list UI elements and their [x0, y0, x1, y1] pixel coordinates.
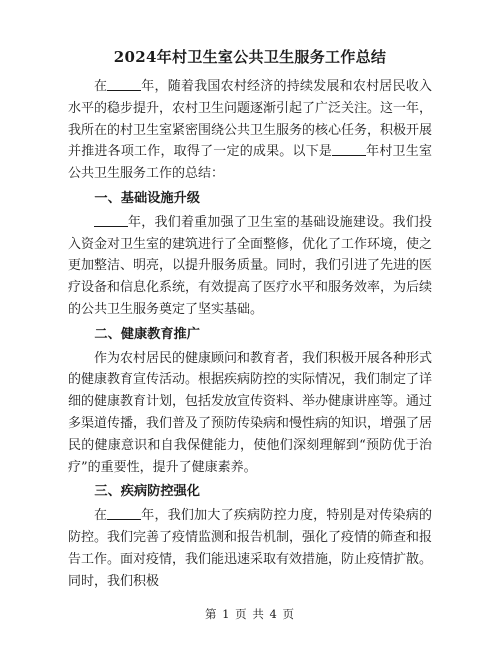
blank-underline: [107, 506, 141, 520]
blank-underline: [94, 213, 128, 227]
blank-underline: [332, 142, 366, 156]
intro-paragraph: [68, 76, 432, 185]
section-heading-health-education: 二、健康教育推广: [94, 326, 200, 342]
section-paragraph-disease-control: [68, 505, 432, 592]
intro-text-3: 年村卫生室公共卫生服务工作的总结：: [68, 144, 432, 182]
page-number-footer: 第 1 页 共 4 页: [205, 607, 295, 621]
intro-text-1: 在: [94, 79, 108, 94]
section-heading-infrastructure: 一、基础设施升级: [94, 190, 200, 206]
section-heading-disease-control: 三、疾病防控强化: [94, 484, 200, 500]
blank-underline: [107, 77, 141, 91]
section-paragraph-health-education: [68, 348, 432, 479]
section-text: 年，我们加大了疾病防控力度，特别是对传染病的防控。我们完善了疫情监测和报告机制，强化了疫情的筛查和报告工作。面对疫情，我们能迅速采取有效措施，防止疫情扩散。同时，我们积极: [68, 508, 433, 589]
section-text: 作为农村居民的健康顾问和教育者，我们积极开展各种形式的健康教育宣传活动。根据疾病防控的实际情况，我们制定了详细的健康教育计划，包括发放宣传资料、举办健康讲座等。通过多渠道传播，我们普及了预防传染病和慢性病的知识，增强了居民的健康意识和自我保健能力，使他们深刻理解到“预防优于治疗”的重要性，提升了健康素养。: [68, 350, 433, 475]
intro-text-2: 年，随着我国农村经济的持续发展和农村居民收入水平的稳步提升，农村卫生问题逐渐引起了广泛关注。这一年，我所在的村卫生室紧密围绕公共卫生服务的核心任务，积极开展并推进各项工作，取得了一定的成果。以下是: [68, 79, 433, 160]
document-title: 2024年村卫生室公共卫生服务工作总结: [113, 48, 387, 66]
section-paragraph-infrastructure: [68, 212, 432, 321]
section-text: 年，我们着重加强了卫生室的基础设施建设。我们投入资金对卫生室的建筑进行了全面整修，优化了工作环境，使之更加整洁、明亮，以提升服务质量。同时，我们引进了先进的医疗设备和信息化系统，有效提高了医疗水平和服务效率，为后续的公共卫生服务奠定了坚实基础。: [68, 214, 433, 317]
document-body: [68, 76, 432, 592]
section-text-pre: 在: [94, 508, 108, 524]
